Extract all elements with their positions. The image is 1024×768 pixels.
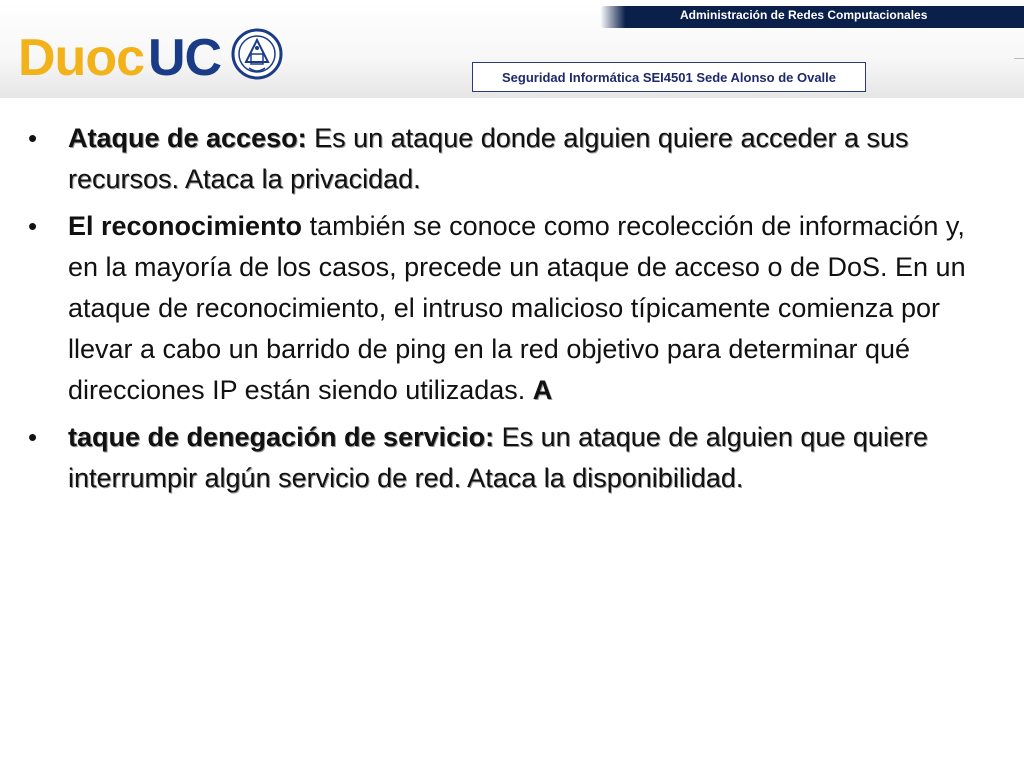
bullet-item (28, 118, 998, 200)
bullet-marker: • (28, 123, 38, 153)
bullet-item (28, 206, 998, 411)
slide-header (0, 0, 1024, 98)
logo-duoc-text: Duoc (18, 29, 144, 87)
bullet-body: Es un ataque donde alguien quiere acceder a sus recursos. Ataca la privacidad. (68, 123, 909, 194)
bullet-body: Es un ataque de alguien que quiere interrumpir algún servicio de red. Ataca la disponibilidad. (68, 422, 928, 493)
slide-content (28, 118, 998, 505)
bullet-tail-strong: A (532, 375, 553, 405)
bullet-marker: • (28, 211, 38, 241)
bullet-strong: taque de denegación de servicio: (68, 422, 495, 452)
bullet-text (68, 206, 998, 411)
bullet-strong: Ataque de acceso: (68, 123, 307, 153)
course-subtitle-text: Seguridad Informática SEI4501 Sede Alonso de Ovalle (501, 69, 837, 85)
bullet-text (68, 118, 998, 200)
bullet-marker: • (28, 422, 38, 452)
logo-uc-text: UC (148, 29, 222, 87)
bullet-body: también se conoce como recolección de información y, en la mayoría de los casos, precede un ataque de acceso o de DoS. En un ataque de reconocimiento, el intruso malicioso típicamente comienza por llevar a cabo un barrido de ping en la red objetivo para determinar qué direcciones IP están siendo utilizadas. (68, 211, 966, 405)
course-subtitle-box (472, 62, 866, 92)
duocuc-logo (18, 20, 283, 87)
bullet-strong: El reconocimiento (68, 211, 303, 241)
course-title-text: Administración de Redes Computacionales (680, 8, 928, 22)
course-title-band (600, 6, 1024, 28)
bullet-item (28, 417, 998, 499)
university-seal-icon (231, 28, 283, 80)
header-divider (1014, 58, 1024, 59)
bullet-text (68, 417, 998, 499)
